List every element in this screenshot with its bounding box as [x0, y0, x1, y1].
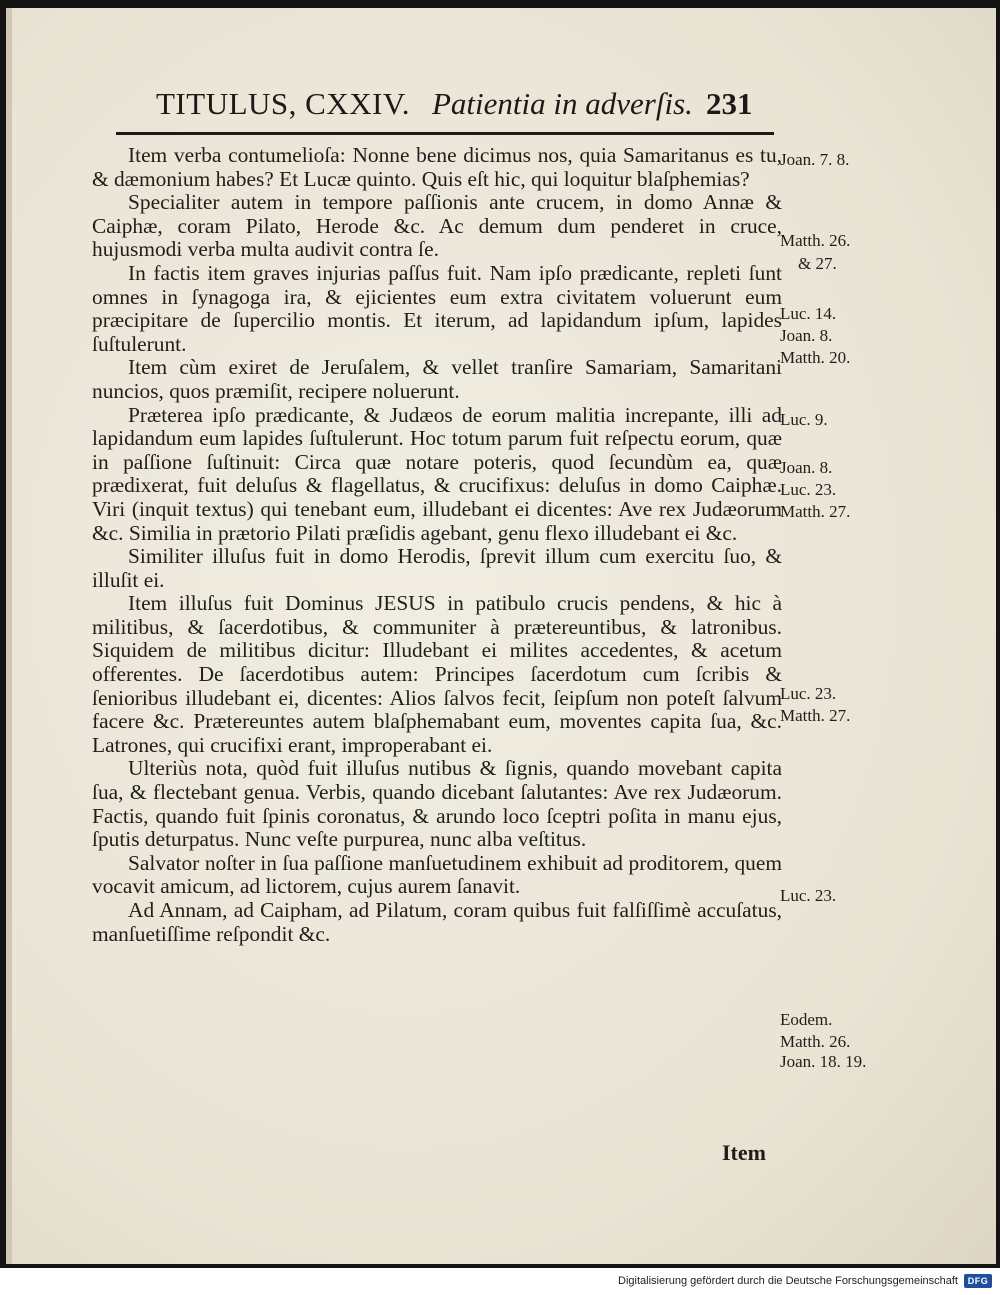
- margin-note: Joan. 7. 8.: [780, 150, 850, 169]
- margin-note: Luc. 23.: [780, 480, 837, 499]
- paragraph: Specialiter autem in tempore paſſionis ante crucem, in domo Annæ & Caiphæ, coram Pilato, Herode &c. Ac demum dum penderet in cruce, hujusmodi verba multa audivit contra ſe.: [92, 190, 782, 262]
- margin-note: Matth. 26.: [780, 1032, 851, 1051]
- running-head: [156, 86, 776, 130]
- margin-note: Luc. 23.: [780, 886, 837, 905]
- header-rule: [116, 132, 774, 135]
- margin-note: Matth. 20.: [780, 348, 851, 367]
- funding-credit: Digitalisierung gefördert durch die Deutsche Forschungsgemeinschaft: [618, 1275, 958, 1287]
- margin-note: Matth. 27.: [780, 502, 851, 521]
- title-heading: TITULUS, CXXIV.: [156, 86, 411, 121]
- margin-note: Joan. 18. 19.: [780, 1052, 867, 1071]
- paragraph: In factis item graves injurias paſſus fuit. Nam ipſo prædicante, repleti ſunt omnes in ſynagoga ira, & ejicientes eum extra civitatem voluerunt eum præcipitare de ſupercilio montis. Et iterum, ad lapidandum ipſum, lapides ſuſtulerunt.: [92, 260, 782, 356]
- paragraph: Præterea ipſo prædicante, & Judæos de eorum malitia increpante, illi ad lapidandum eum lapides ſuſtulerunt. Hoc totum parum fuit reſpectu eorum, quæ in paſſione ſuſtinuit: Circa quæ notare poteris, quod ſecundùm ea, quæ prædixerat, fuit deluſus & flagellatus, & crucifixus: deluſus in domo Caiphæ. Viri (inquit textus) qui tenebant eum, illudebant ei dicentes: Ave rex Judæorum &c. Similia in prætorio Pilati præſidis agebant, genu flexo illudebant ei &c.: [92, 402, 782, 545]
- paragraph: Ulteriùs nota, quòd fuit illuſus nutibus & ſignis, quando movebant capita ſua, & flectebant genua. Verbis, quando dicebant ſalutantes: Ave rex Judæorum. Factis, quando fuit ſpinis coronatus, & arundo loco ſceptri poſita in manu ejus, ſputis deturpatus. Nunc veſte purpurea, nunc alba veſtitus.: [92, 756, 782, 852]
- paragraph: Item illuſus fuit Dominus JESUS in patibulo crucis pendens, & hic à militibus, & ſacerdotibus, & communiter à prætereuntibus, & latronibus. Siquidem de militibus dicitur: Illudebant ei milites accedentes, & acetum offerentes. De ſacerdotibus autem: Principes ſacerdotum cum ſcribis & ſenioribus illudebant ei, dicentes: Alios ſalvos fecit, ſeipſum non poteſt ſalvum facere &c. Prætereuntes autem blaſphemabant eum, moventes capita ſua, &c. Latrones, qui crucifixi erant, improperabant ei.: [92, 591, 782, 757]
- margin-note: Luc. 23.: [780, 684, 837, 703]
- page-number: 231: [706, 86, 753, 121]
- main-text: [92, 144, 782, 946]
- margin-note: Luc. 9.: [780, 410, 828, 429]
- dfg-logo[interactable]: DFG: [964, 1274, 992, 1288]
- book-page: [6, 8, 996, 1264]
- margin-note: Luc. 14.: [780, 304, 837, 323]
- margin-note: Matth. 27.: [780, 706, 851, 725]
- paragraph: Item verba contumelioſa: Nonne bene dicimus nos, quia Samaritanus es tu, & dæmonium habes? Et Lucæ quinto. Quis eſt hic, qui loquitur blaſphemias?: [92, 143, 782, 191]
- margin-note: Matth. 26.: [780, 231, 851, 250]
- footer-bar: [0, 1268, 1000, 1295]
- margin-note: Eodem.: [780, 1010, 833, 1029]
- margin-note: Joan. 8.: [780, 458, 833, 477]
- margin-notes: [780, 8, 890, 1208]
- paragraph: Item cùm exiret de Jeruſalem, & vellet tranſire Samariam, Samaritani nuncios, quos præmiſit, recipere noluerunt.: [92, 355, 782, 403]
- margin-note: & 27.: [798, 254, 837, 273]
- paragraph: Salvator noſter in ſua paſſione manſuetudinem exhibuit ad proditorem, quem vocavit amicum, ad lictorem, cujus aurem ſanavit.: [92, 850, 782, 899]
- subject-heading: Patientia in adverſis.: [432, 86, 693, 121]
- catchword: Item: [722, 1140, 766, 1165]
- paragraph: Ad Annam, ad Caipham, ad Pilatum, coram quibus fuit falſiſſimè accuſatus, manſuetiſſime reſpondit &c.: [92, 898, 782, 946]
- margin-note: Joan. 8.: [780, 326, 833, 345]
- paragraph: Similiter illuſus fuit in domo Herodis, ſprevit illum cum exercitu ſuo, & illuſit ei.: [92, 544, 782, 592]
